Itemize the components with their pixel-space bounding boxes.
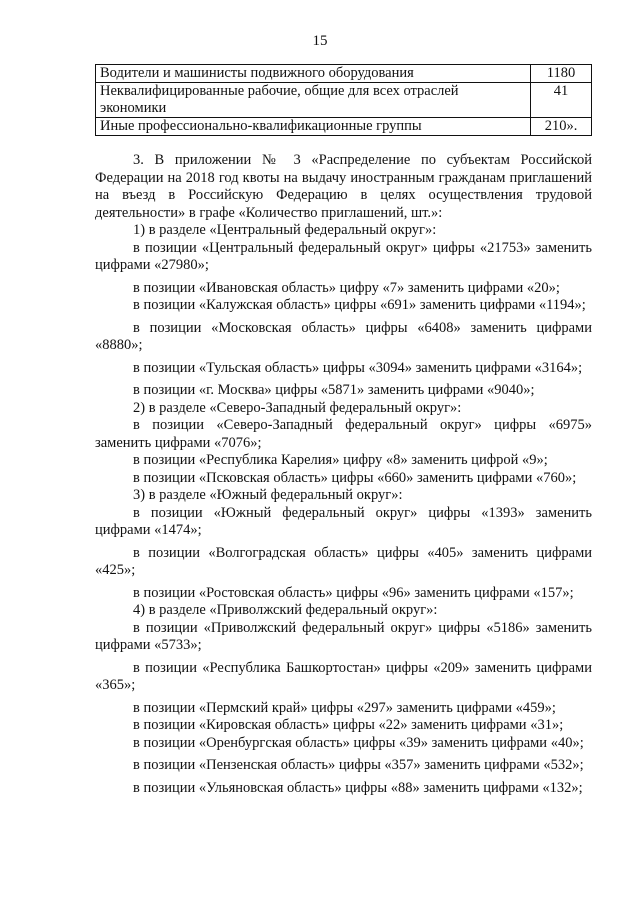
table-row xyxy=(96,118,592,136)
section-heading: 2) в разделе «Северо-Западный федеральный округ»: xyxy=(133,399,462,416)
amendment-item: в позиции «Республика Карелия» цифру «8» заменить цифрой «9»; xyxy=(133,452,548,468)
amendment-item: в позиции «Республика Башкортостан» цифры «209» заменить цифрами «365»; xyxy=(95,659,592,693)
section-heading: 3) в разделе «Южный федеральный округ»: xyxy=(133,487,403,503)
table-cell-label: Неквалифицированные рабочие, общие для всех отраслей экономики xyxy=(96,83,531,118)
table-row xyxy=(96,65,592,83)
amendment-item: в позиции «Калужская область» цифры «691» заменить цифрами «1194»; xyxy=(133,297,586,313)
page-number: 15 xyxy=(312,33,328,49)
amendment-item: в позиции «Пермский край» цифры «297» заменить цифрами «459»; xyxy=(133,699,556,716)
quota-table xyxy=(95,64,592,136)
section-heading: 1) в разделе «Центральный федеральный округ»: xyxy=(133,222,437,238)
amendment-item: в позиции «Волгоградская область» цифры «405» заменить цифрами «425»; xyxy=(95,544,592,578)
amendment-item: в позиции «Пензенская область» цифры «357» заменить цифрами «532»; xyxy=(133,757,584,773)
document-body xyxy=(95,152,592,797)
amendment-item: в позиции «Центральный федеральный округ» цифры «21753» заменить цифрами «27980»; xyxy=(95,239,592,273)
table-cell-label: Водители и машинисты подвижного оборудования xyxy=(96,65,531,83)
amendment-item: в позиции «Кировская область» цифры «22» заменить цифрами «31»; xyxy=(133,717,564,733)
amendment-item: в позиции «Ивановская область» цифру «7» заменить цифрами «20»; xyxy=(133,279,560,296)
amendment-item: в позиции «Московская область» цифры «6408» заменить цифрами «8880»; xyxy=(95,319,592,353)
amendment-item: в позиции «Южный федеральный округ» цифры «1393» заменить цифрами «1474»; xyxy=(95,504,592,538)
amendment-item: в позиции «Псковская область» цифры «660» заменить цифрами «760»; xyxy=(133,469,577,486)
table-cell-label: Иные профессионально-квалификационные группы xyxy=(96,118,531,136)
table-cell-value: 41 xyxy=(531,83,592,118)
amendment-item: в позиции «г. Москва» цифры «5871» заменить цифрами «9040»; xyxy=(133,382,535,398)
section-heading: 4) в разделе «Приволжский федеральный округ»: xyxy=(133,602,438,618)
paragraph-intro: 3. В приложении № 3 «Распределение по субъектам Российской Федерации на 2018 год квоты на выдачу иностранным гражданам приглашений на въезд в Российскую Федерацию в целях осуществления трудовой деятельности» в графе «Количество приглашений, шт.»: xyxy=(95,152,592,221)
amendment-item: в позиции «Ростовская область» цифры «96» заменить цифрами «157»; xyxy=(133,584,574,601)
amendment-item: в позиции «Приволжский федеральный округ» цифры «5186» заменить цифрами «5733»; xyxy=(95,619,592,653)
table-cell-value: 210». xyxy=(531,118,592,136)
amendment-item: в позиции «Северо-Западный федеральный округ» цифры «6975» заменить цифрами «7076»; xyxy=(95,417,592,451)
amendment-item: в позиции «Ульяновская область» цифры «88» заменить цифрами «132»; xyxy=(133,779,583,796)
table-row xyxy=(96,83,592,118)
table-cell-value: 1180 xyxy=(531,65,592,83)
amendment-item: в позиции «Тульская область» цифры «3094» заменить цифрами «3164»; xyxy=(133,359,583,376)
amendment-item: в позиции «Оренбургская область» цифры «39» заменить цифрами «40»; xyxy=(133,734,584,751)
